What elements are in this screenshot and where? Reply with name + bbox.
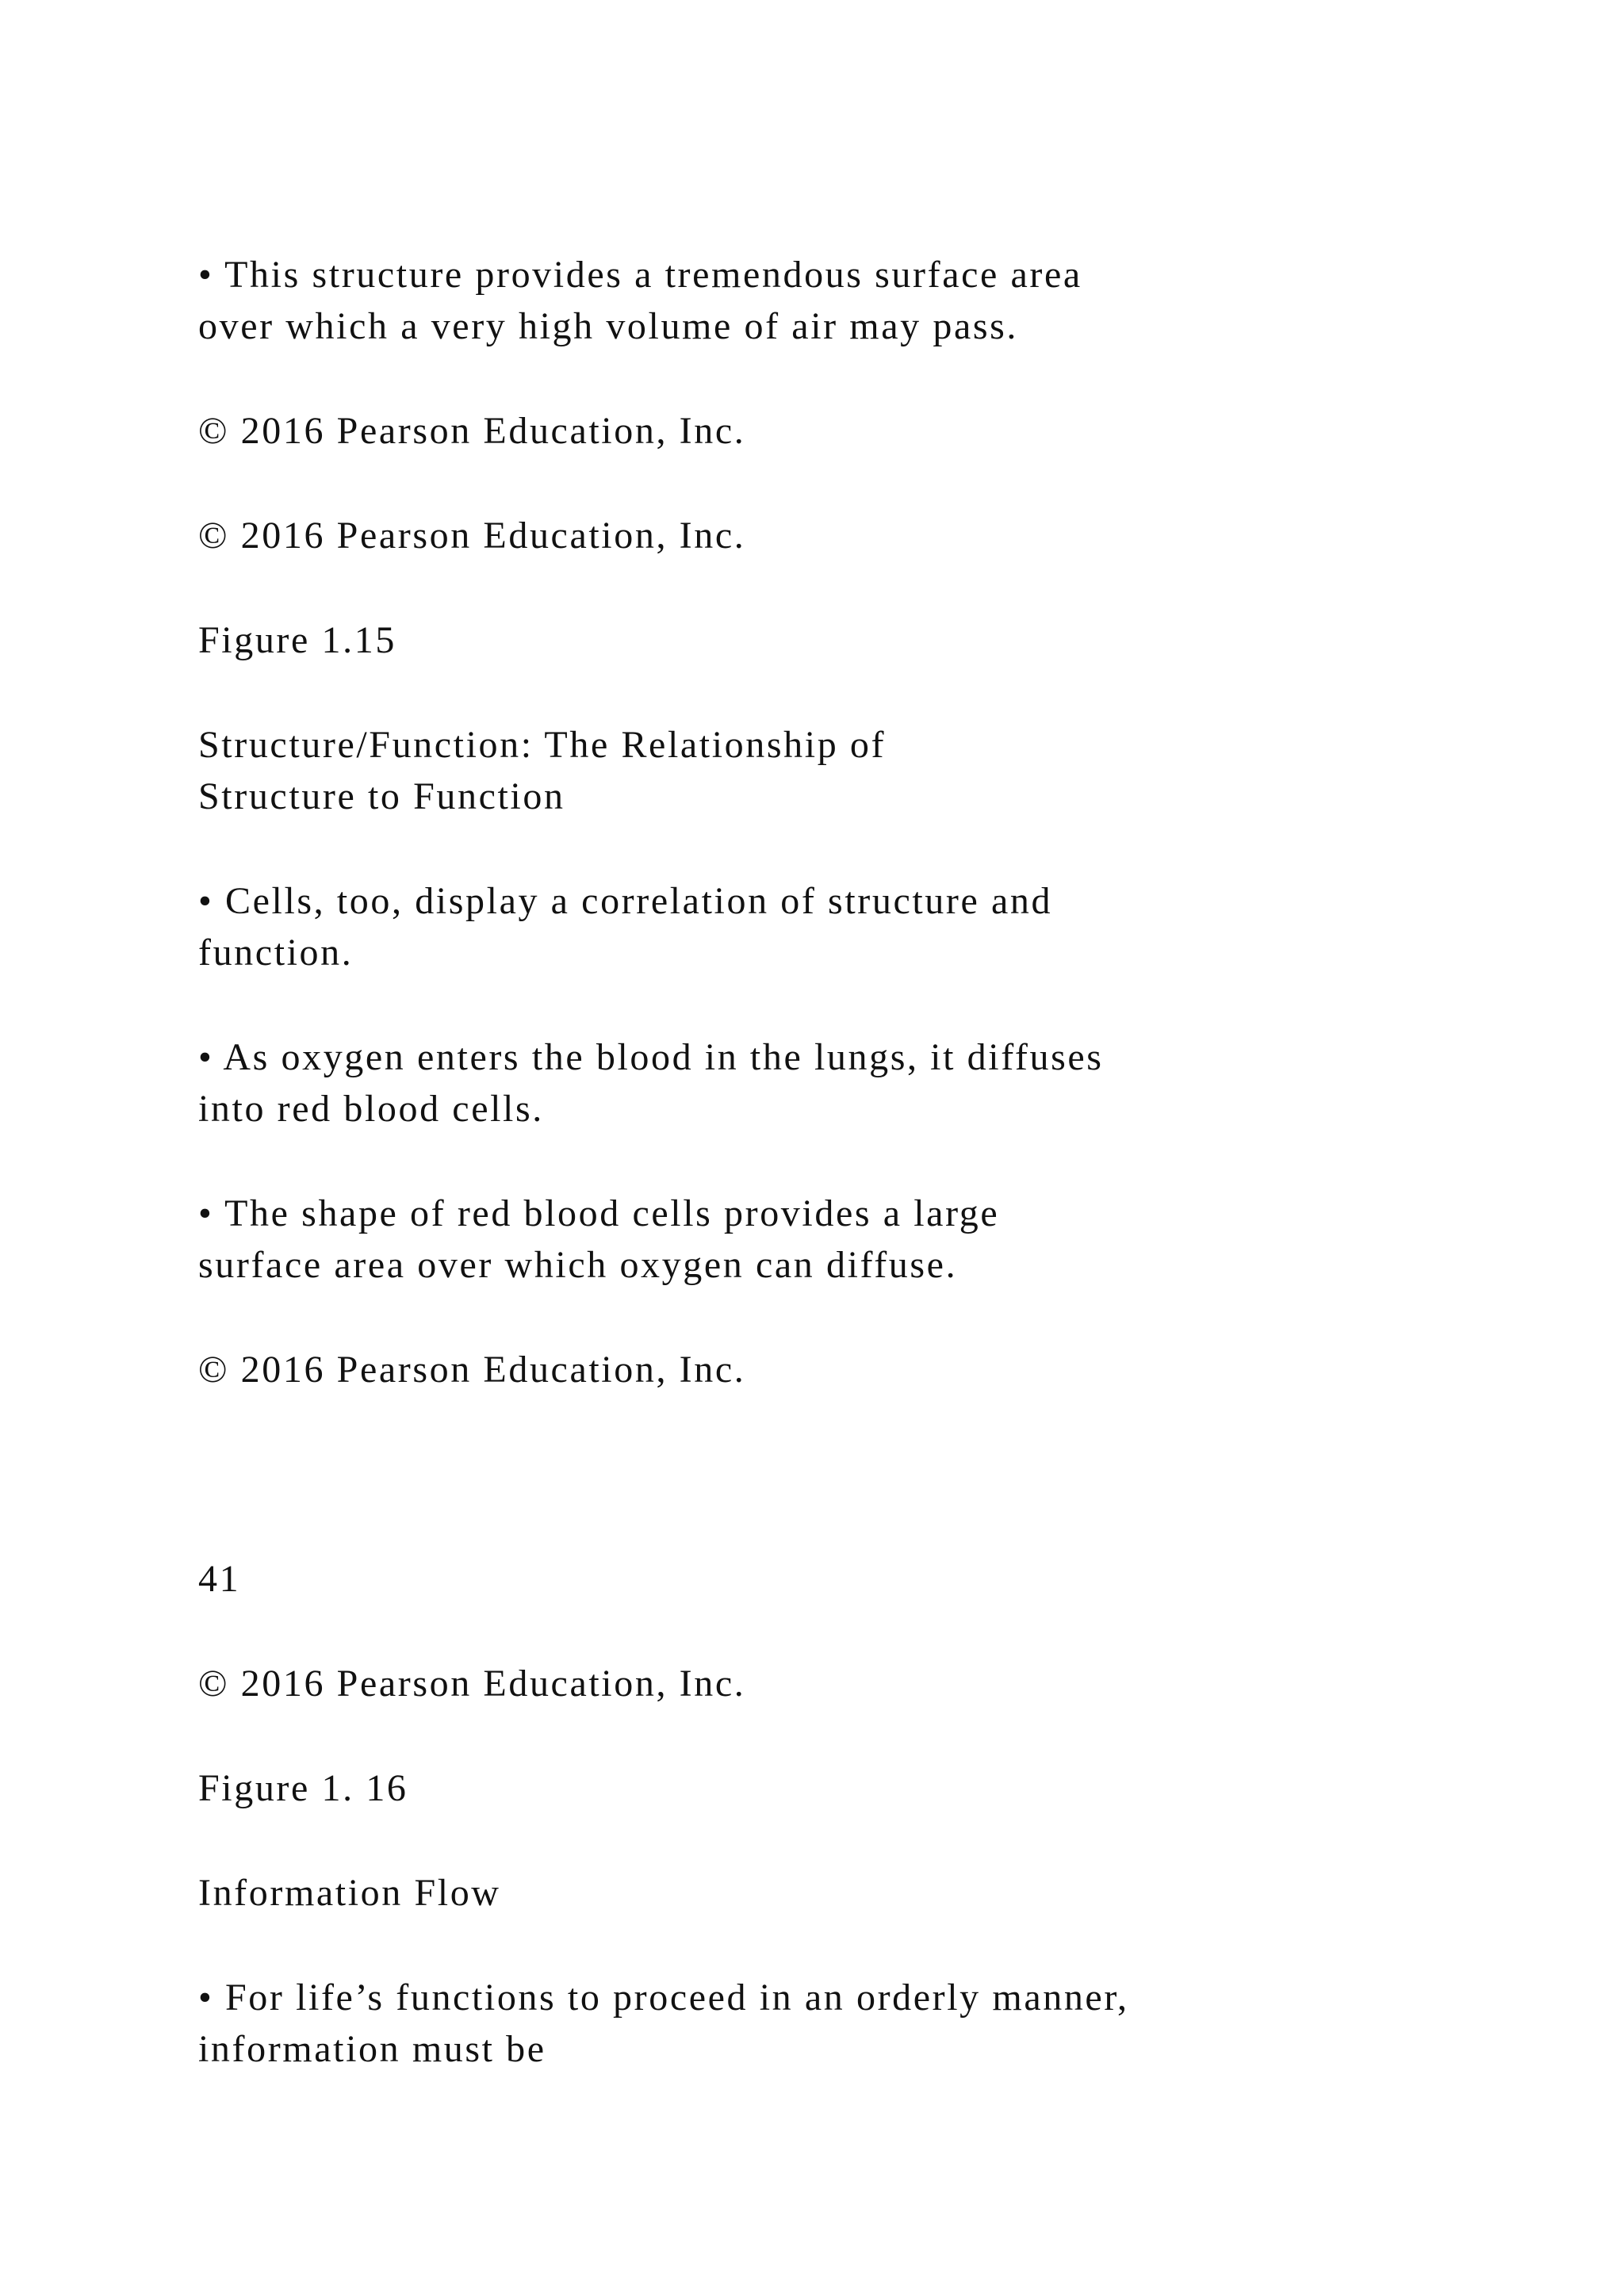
bullet-line: • Cells, too, display a correlation of structure and [198,880,1053,922]
copyright-line: © 2016 Pearson Education, Inc. [198,410,746,452]
copyright-line: © 2016 Pearson Education, Inc. [198,1663,746,1705]
slide-heading: Structure to Function [198,775,565,817]
text-line: function. [198,932,354,974]
copyright-line: © 2016 Pearson Education, Inc. [198,1349,746,1391]
text-line: into red blood cells. [198,1088,544,1130]
slide-heading: Structure/Function: The Relationship of [198,724,887,766]
bullet-line: • As oxygen enters the blood in the lungs, it diffuses [198,1036,1104,1078]
text-line: surface area over which oxygen can diffuse. [198,1244,958,1286]
figure-label: Figure 1.15 [198,619,396,661]
text-line: information must be [198,2028,546,2070]
copyright-line: © 2016 Pearson Education, Inc. [198,515,746,557]
slide-number: 41 [198,1558,241,1600]
bullet-line: • For life’s functions to proceed in an orderly manner, [198,1976,1129,2019]
bullet-line: • This structure provides a tremendous surface area [198,254,1082,296]
text-line: over which a very high volume of air may pass. [198,305,1019,347]
bullet-line: • The shape of red blood cells provides a large [198,1192,1000,1234]
figure-label: Figure 1. 16 [198,1767,408,1809]
slide-heading: Information Flow [198,1872,501,1914]
